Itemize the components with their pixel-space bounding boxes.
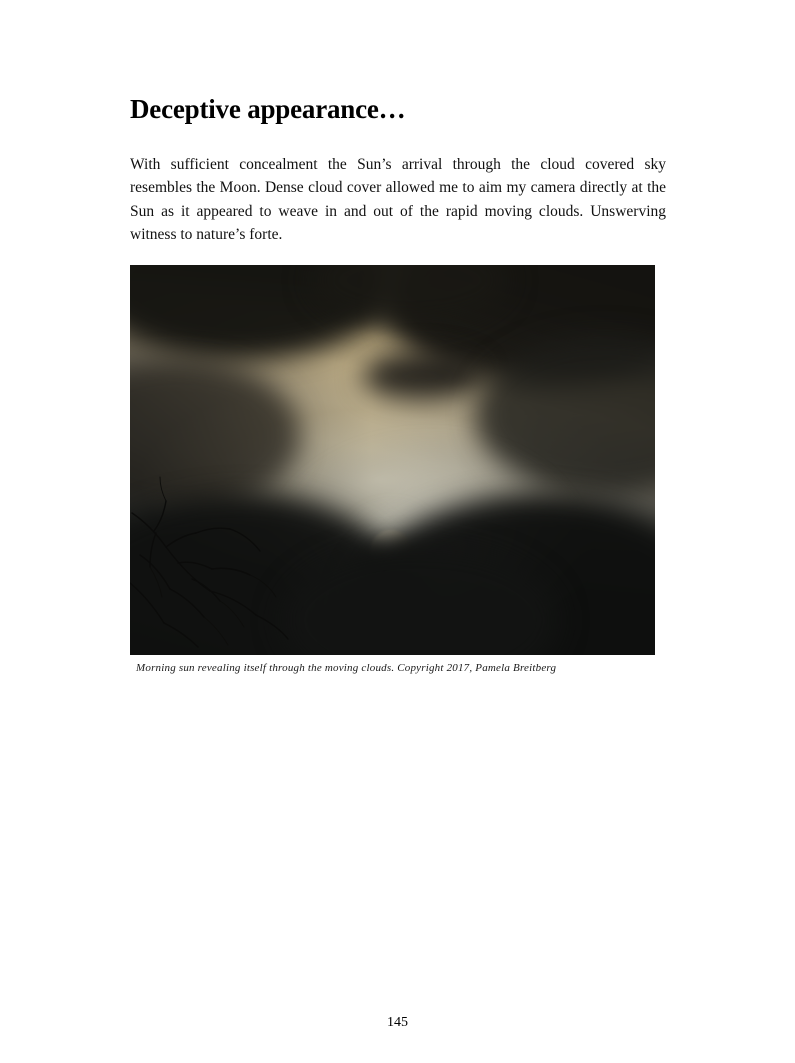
page-title: Deceptive appearance… — [130, 94, 406, 124]
body-paragraph: With sufficient concealment the Sun’s arrival through the cloud covered sky resembles the Moon. Dense cloud cover allowed me to aim my camera directly at the Sun as it appeared to weave in and out of the rapid moving clouds. Unswerving witness to nature’s forte. — [130, 155, 666, 244]
cloud-mass-center-dark — [362, 353, 482, 399]
page-number: 145 — [387, 1015, 408, 1030]
figure-caption: Morning sun revealing itself through the moving clouds. Copyright 2017, Pamela Breitberg — [136, 661, 557, 674]
cloud-mass-middle-left — [130, 360, 300, 510]
figure — [130, 265, 655, 675]
photo-sun-through-clouds — [130, 265, 655, 655]
page-content — [130, 95, 666, 675]
